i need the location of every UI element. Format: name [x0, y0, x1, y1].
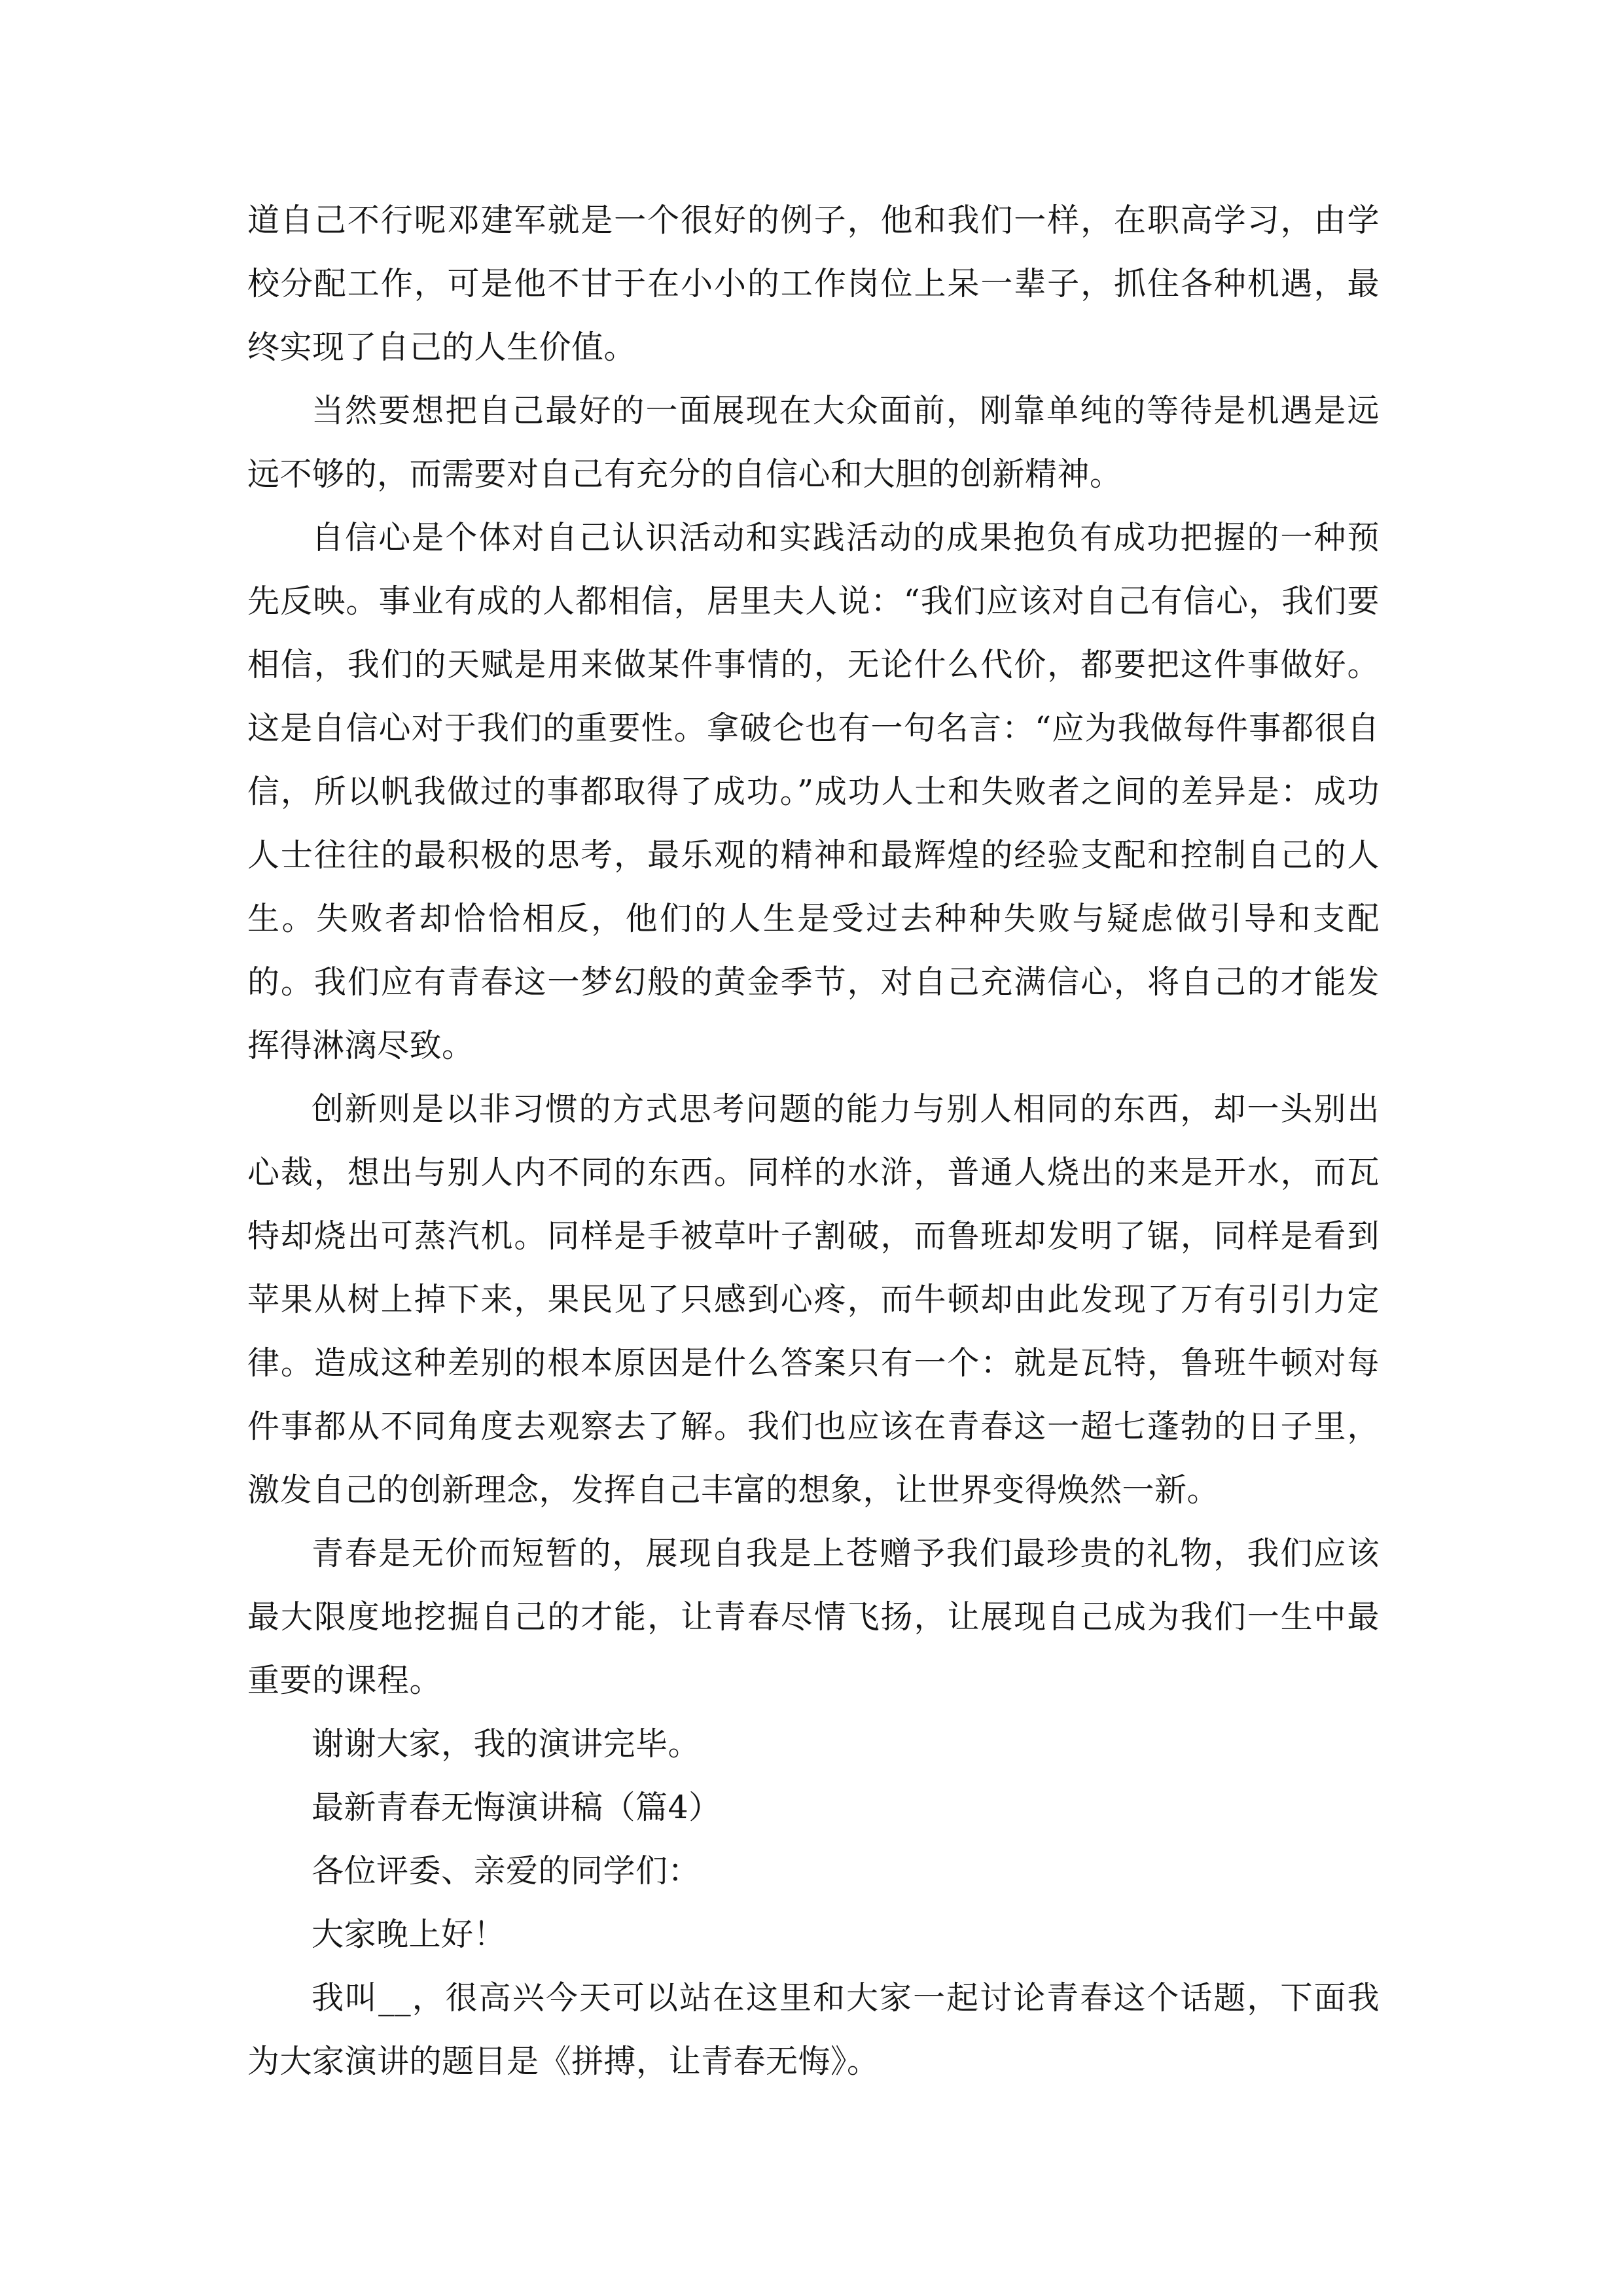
- paragraph-greeting: 大家晚上好！: [312, 1916, 507, 1953]
- paragraph-closing-thanks: 谢谢大家，我的演讲完毕。: [312, 1725, 701, 1763]
- paragraph-youth-value: 青春是无价而短暂的，展现自我是上苍赠予我们最珍贵的礼物，我们应该最大限度地挖掘自己的才能，让青春尽情飞扬，让展现自己成为我们一生中最重要的课程。: [247, 1535, 1380, 1699]
- paragraph-confidence: 自信心是个体对自己认识活动和实践活动的成果抱负有成功把握的一种预先反映。事业有成的人都相信，居里夫人说：“我们应该对自己有信心，我们要相信，我们的天赋是用来做某件事情的，无论什么代价，都要把这件事做好。这是自信心对于我们的重要性。拿破仑也有一句名言：“应为我做每件事都很自信，所以帆我做过的事都取得了成功。”成功人士和失败者之间的差异是：成功人士往往的最积极的思考，最乐观的精神和最辉煌的经验支配和控制自己的人生。失败者却恰恰相反，他们的人生是受过去种种失败与疑虑做引导和支配的。我们应有青春这一梦幻般的黄金季节，对自己充满信心，将自己的才能发挥得淋漓尽致。: [247, 519, 1380, 1064]
- section-heading: 最新青春无悔演讲稿（篇4）: [312, 1789, 721, 1826]
- document-body: [247, 188, 1380, 2093]
- paragraph-innovation: 创新则是以非习惯的方式思考问题的能力与别人相同的东西，却一头别出心裁，想出与别人内不同的东西。同样的水浒，普通人烧出的来是开水，而瓦特却烧出可蒸汽机。同样是手被草叶子割破，而鲁班却发明了锯，同样是看到苹果从树上掉下来，果民见了只感到心疼，而牛顿却由此发现了万有引引力定律。造成这种差别的根本原因是什么答案只有一个：就是瓦特，鲁班牛顿对每件事都从不同角度去观察去了解。我们也应该在青春这一超七蓬勃的日子里，激发自己的创新理念，发挥自己丰富的想象，让世界变得焕然一新。: [247, 1090, 1380, 1509]
- paragraph-continuation: 道自己不行呢邓建军就是一个很好的例子，他和我们一样，在职高学习，由学校分配工作，可是他不甘于在小小的工作岗位上呆一辈子，抓住各种机遇，最终实现了自己的人生价值。: [247, 202, 1380, 366]
- paragraph-salutation: 各位评委、亲爱的同学们：: [312, 1852, 701, 1890]
- paragraph-opportunity: 当然要想把自己最好的一面展现在大众面前，刚靠单纯的等待是机遇是远远不够的，而需要对自己有充分的自信心和大胆的创新精神。: [247, 392, 1380, 493]
- paragraph-introduction: 我叫__，很高兴今天可以站在这里和大家一起讨论青春这个话题，下面我为大家演讲的题目是《拼搏，让青春无悔》。: [247, 1979, 1380, 2080]
